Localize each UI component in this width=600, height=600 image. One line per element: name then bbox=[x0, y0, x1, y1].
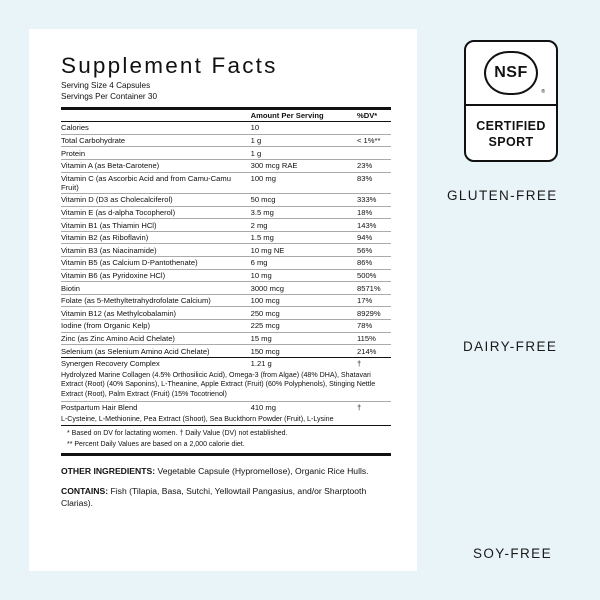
row-name: Selenium (as Selenium Amino Acid Chelate) bbox=[61, 345, 251, 358]
contains-statement bbox=[61, 486, 391, 509]
contains-text: Fish (Tilapia, Basa, Sutchi, Yellowtail Pangasius, and/or Sharptooth Clarias). bbox=[61, 486, 367, 509]
row-amount: 1.5 mg bbox=[251, 231, 357, 244]
footnote-rule-bottom bbox=[61, 453, 391, 456]
blend-row bbox=[61, 357, 391, 369]
blend-name: Synergen Recovery Complex bbox=[61, 357, 251, 369]
blend-description-row bbox=[61, 369, 391, 401]
row-name: Vitamin E (as d-alpha Tocopherol) bbox=[61, 206, 251, 219]
nsf-mark-text: NSF bbox=[494, 64, 528, 81]
table-row bbox=[61, 345, 391, 358]
row-amount: 10 bbox=[250, 123, 260, 133]
col-header-dv: %DV* bbox=[357, 110, 391, 122]
row-dv: 8571% bbox=[357, 282, 391, 295]
row-dv: 214% bbox=[357, 345, 391, 358]
blend-amount: 410 mg bbox=[251, 401, 357, 413]
row-name: Vitamin B12 (as Methylcobalamin) bbox=[61, 307, 251, 320]
row-amount: 150 mcg bbox=[251, 345, 357, 358]
col-header-name bbox=[61, 110, 251, 122]
table-row bbox=[61, 194, 391, 207]
row-dv: 500% bbox=[357, 269, 391, 282]
row-name: Calories bbox=[61, 123, 89, 133]
row-name: Vitamin C (as Ascorbic Acid and from Camu-Camu Fruit) bbox=[61, 172, 251, 194]
table-row bbox=[61, 134, 391, 147]
serving-size: Serving Size 4 Capsules bbox=[61, 80, 151, 90]
table-row bbox=[61, 269, 391, 282]
row-amount: 3000 mcg bbox=[251, 282, 357, 295]
other-ingredients-text: Vegetable Capsule (Hypromellose), Organic Rice Hulls. bbox=[155, 465, 369, 476]
table-row bbox=[61, 172, 391, 194]
row-amount: 100 mcg bbox=[251, 294, 357, 307]
nsf-sport-line: SPORT bbox=[488, 134, 534, 149]
row-dv: 56% bbox=[357, 244, 391, 257]
row-amount: 225 mcg bbox=[251, 320, 357, 333]
row-name: Zinc (as Zinc Amino Acid Chelate) bbox=[61, 332, 251, 345]
claim-dairy-free: DAIRY-FREE bbox=[463, 339, 558, 354]
row-dv: 143% bbox=[357, 219, 391, 232]
row-name: Iodine (from Organic Kelp) bbox=[61, 320, 251, 333]
claim-soy-free: SOY-FREE bbox=[473, 546, 552, 561]
row-name: Vitamin B2 (as Riboflavin) bbox=[61, 231, 251, 244]
table-row bbox=[61, 219, 391, 232]
supplement-facts-content bbox=[61, 53, 391, 519]
blend-description: L-Cysteine, L-Methionine, Pea Extract (Shoot), Sea Buckthorn Powder (Fruit), L-Lysine bbox=[61, 414, 334, 423]
row-amount: 15 mg bbox=[251, 332, 357, 345]
table-row bbox=[61, 159, 391, 172]
blend-description-row bbox=[61, 413, 391, 425]
row-amount: 10 mg bbox=[251, 269, 357, 282]
row-dv: 78% bbox=[357, 320, 391, 333]
table-row bbox=[61, 231, 391, 244]
table-row bbox=[61, 294, 391, 307]
row-name: Folate (as 5-Methyltetrahydrofolate Calcium) bbox=[61, 294, 251, 307]
row-dv: 333% bbox=[357, 194, 391, 207]
table-header-row bbox=[61, 110, 391, 122]
row-dv: 94% bbox=[357, 231, 391, 244]
row-dv bbox=[357, 122, 391, 135]
row-name: Vitamin D (D3 as Cholecalciferol) bbox=[61, 194, 251, 207]
table-row bbox=[61, 244, 391, 257]
table-row bbox=[61, 282, 391, 295]
footnote-line: ** Percent Daily Values are based on a 2,000 calorie diet. bbox=[67, 440, 245, 448]
table-row bbox=[61, 147, 391, 160]
blend-amount: 1.21 g bbox=[251, 357, 357, 369]
other-ingredients bbox=[61, 466, 391, 478]
table-row bbox=[61, 320, 391, 333]
nsf-certified-sport-badge bbox=[464, 40, 558, 162]
row-dv: < 1%** bbox=[357, 134, 391, 147]
row-dv: 18% bbox=[357, 206, 391, 219]
nsf-badge-bottom bbox=[466, 106, 556, 161]
claim-gluten-free: GLUTEN-FREE bbox=[447, 188, 558, 203]
row-name: Vitamin B3 (as Niacinamide) bbox=[61, 244, 251, 257]
row-name: Vitamin B6 (as Pyridoxine HCl) bbox=[61, 269, 251, 282]
nsf-logo-icon bbox=[484, 51, 538, 95]
blend-dv: † bbox=[357, 401, 391, 413]
nsf-certified-line: CERTIFIED bbox=[476, 118, 546, 133]
supplement-facts-panel bbox=[29, 29, 417, 571]
row-dv: 86% bbox=[357, 257, 391, 270]
row-amount: 10 mg NE bbox=[251, 244, 357, 257]
row-amount: 300 mcg RAE bbox=[251, 159, 357, 172]
row-dv: 23% bbox=[357, 159, 391, 172]
ingredient-statements bbox=[61, 466, 391, 510]
row-amount: 3.5 mg bbox=[251, 206, 357, 219]
footnote-line: * Based on DV for lactating women. † Daily Value (DV) not established. bbox=[67, 430, 288, 438]
row-amount: 1 g bbox=[251, 147, 357, 160]
row-dv: 8929% bbox=[357, 307, 391, 320]
row-dv: 17% bbox=[357, 294, 391, 307]
table-row bbox=[61, 122, 391, 135]
row-dv: 83% bbox=[357, 172, 391, 194]
table-row bbox=[61, 332, 391, 345]
row-dv bbox=[357, 147, 391, 160]
servings-per-container: Servings Per Container 30 bbox=[61, 91, 158, 101]
row-amount: 2 mg bbox=[251, 219, 357, 232]
blend-name: Postpartum Hair Blend bbox=[61, 401, 251, 413]
row-name: Protein bbox=[61, 147, 251, 160]
row-name: Biotin bbox=[61, 282, 251, 295]
contains-label: CONTAINS: bbox=[61, 486, 109, 497]
row-amount: 6 mg bbox=[251, 257, 357, 270]
registered-mark: ® bbox=[541, 89, 545, 95]
row-name: Vitamin A (as Beta-Carotene) bbox=[61, 159, 251, 172]
row-amount: 1 g bbox=[251, 134, 357, 147]
blend-dv: † bbox=[357, 357, 391, 369]
table-row bbox=[61, 307, 391, 320]
table-row bbox=[61, 257, 391, 270]
row-name: Total Carbohydrate bbox=[61, 134, 251, 147]
row-amount: 50 mcg bbox=[251, 194, 357, 207]
row-dv: 115% bbox=[357, 332, 391, 345]
row-amount: 250 mcg bbox=[251, 307, 357, 320]
table-row bbox=[61, 206, 391, 219]
blend-row bbox=[61, 401, 391, 413]
row-name: Vitamin B1 (as Thiamin HCl) bbox=[61, 219, 251, 232]
panel-title: Supplement Facts bbox=[61, 53, 278, 78]
blend-description: Hydrolyzed Marine Collagen (4.5% Orthosilicic Acid), Omega-3 (from Algae) (48% DHA), Shatavari Extract (Root) (40% Saponins), L-Theanine, Apple Extract (Fruit) (60% Polyphenols), Stinging Nettle Extract (Root), Palm Extract (Fruit) (15% Tocotrienol) bbox=[61, 370, 376, 398]
nutrition-table bbox=[61, 110, 391, 426]
row-amount: 100 mg bbox=[251, 172, 357, 194]
other-ingredients-label: OTHER INGREDIENTS: bbox=[61, 465, 156, 476]
footnotes bbox=[61, 426, 391, 449]
row-name: Vitamin B5 (as Calcium D-Pantothenate) bbox=[61, 257, 251, 270]
nsf-badge-top bbox=[466, 42, 556, 106]
col-header-amount: Amount Per Serving bbox=[251, 110, 357, 122]
